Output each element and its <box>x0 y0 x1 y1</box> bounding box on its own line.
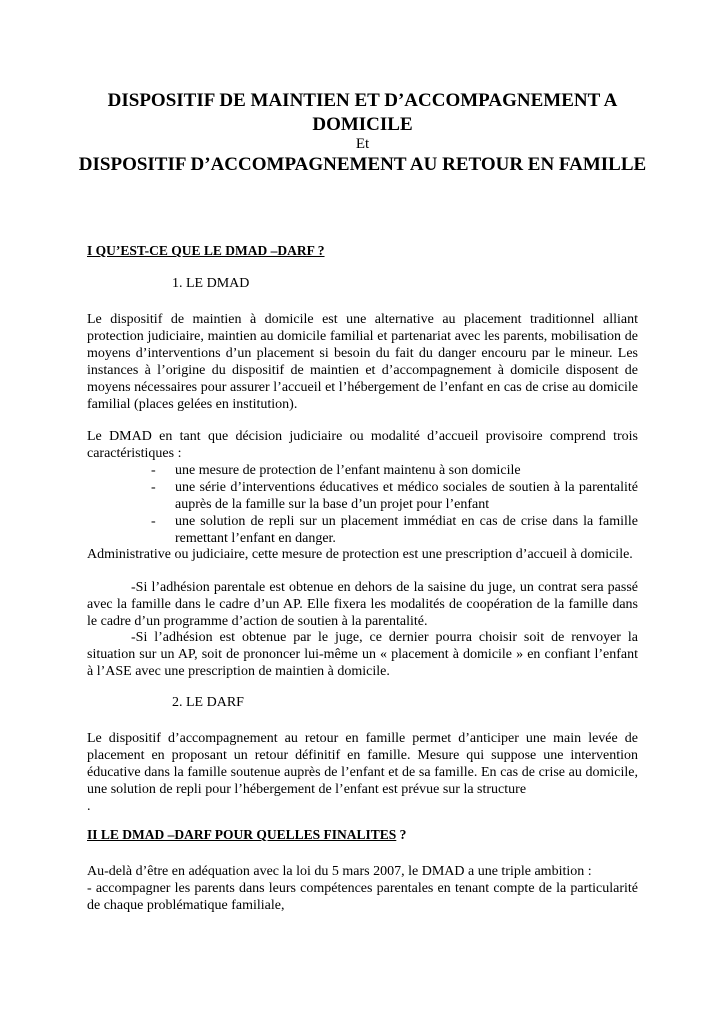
list-item <box>87 513 638 547</box>
section-heading-2-tail: ? <box>396 827 407 842</box>
paragraph-finalites-item: - accompagner les parents dans leurs compétences parentales en tenant compte de la particularité de chaque problématique familiale, <box>87 881 638 913</box>
subheading-dmad: 1. LE DMAD <box>172 276 250 291</box>
paragraph-finalites-intro: Au-delà d’être en adéquation avec la loi du 5 mars 2007, le DMAD a une triple ambition : <box>87 864 592 879</box>
subheading-darf: 2. LE DARF <box>172 695 244 710</box>
section-heading-2-text: II LE DMAD –DARF POUR QUELLES FINALITES <box>87 827 397 842</box>
document-title-secondary: DISPOSITIF D’ACCOMPAGNEMENT AU RETOUR EN FAMILLE <box>78 154 647 175</box>
paragraph-darf-text: Le dispositif d’accompagnement au retour en famille permet d’anticiper une main levée de placement en proposant un retour définitif en famille. Mesure qui suppose une intervention éducative dans la famille soutenue auprès de l’enfant et de sa famille. En cas de crise au domicile, une solution de repli pour l’hébergement de l’enfant est prévue sur la structure <box>87 731 638 797</box>
paragraph-dmad-definition: Le dispositif de maintien à domicile est une alternative au placement traditionnel alliant protection judiciaire, maintien au domicile familial et partenariat avec les parents, mobilisation de moyens d’interventions d’un placement si besoin du fait du danger encouru par le mineur. Les instances à l’origine du dispositif de maintien et d’accompagnement à domicile disposent de moyens nécessaires pour assurer l’accueil et l’hébergement de l’enfant en cas de crise au domicile familial (places gelées en institution). <box>87 312 638 412</box>
section-heading-1 <box>87 243 325 259</box>
document-title-main: DISPOSITIF DE MAINTIEN ET D’ACCOMPAGNEMENT A DOMICILE <box>107 90 618 135</box>
list-dash: - <box>151 463 156 478</box>
list-item <box>87 479 638 513</box>
paragraph-judge-adhesion: -Si l’adhésion est obtenue par le juge, ce dernier pourra choisir soit de renvoyer la situation sur un AP, soit de prononcer lui-même un « placement à domicile » en confiant l’enfant à l’ASE avec une prescription de maintien à domicile. <box>87 630 638 679</box>
list-dash: - <box>151 480 156 495</box>
list-item-text: une série d’interventions éducatives et médico sociales de soutien à la parentalité auprès de la famille sur la base d’un projet pour l’enfant <box>175 480 638 512</box>
section-heading-1-text: I QU’EST-CE QUE LE DMAD –DARF ? <box>87 243 325 258</box>
paragraph-darf-definition <box>87 730 638 815</box>
list-dash: - <box>151 514 156 529</box>
characteristics-list <box>87 462 638 547</box>
section-heading-2 <box>87 827 406 843</box>
list-item-text: une mesure de protection de l’enfant maintenu à son domicile <box>175 463 521 478</box>
title-conjunction: Et <box>355 136 370 152</box>
list-item <box>87 462 638 479</box>
paragraph-parental-adhesion: -Si l’adhésion parentale est obtenue en dehors de la saisine du juge, un contrat sera passé avec la famille dans le cadre d’un AP. Elle fixera les modalités de coopération de la famille dans le cadre d’un programme d’action de soutien à la parentalité. <box>87 580 638 629</box>
paragraph-administrative: Administrative ou judiciaire, cette mesure de protection est une prescription d’accueil à domicile. <box>87 547 633 562</box>
list-item-text: une solution de repli sur un placement immédiat en cas de crise dans la famille remettant l’enfant en danger. <box>175 514 638 546</box>
paragraph-dmad-characteristics: Le DMAD en tant que décision judiciaire ou modalité d’accueil provisoire comprend trois caractéristiques : <box>87 429 638 461</box>
paragraph-finalites <box>87 863 638 914</box>
paragraph-darf-dot: . <box>87 799 91 814</box>
